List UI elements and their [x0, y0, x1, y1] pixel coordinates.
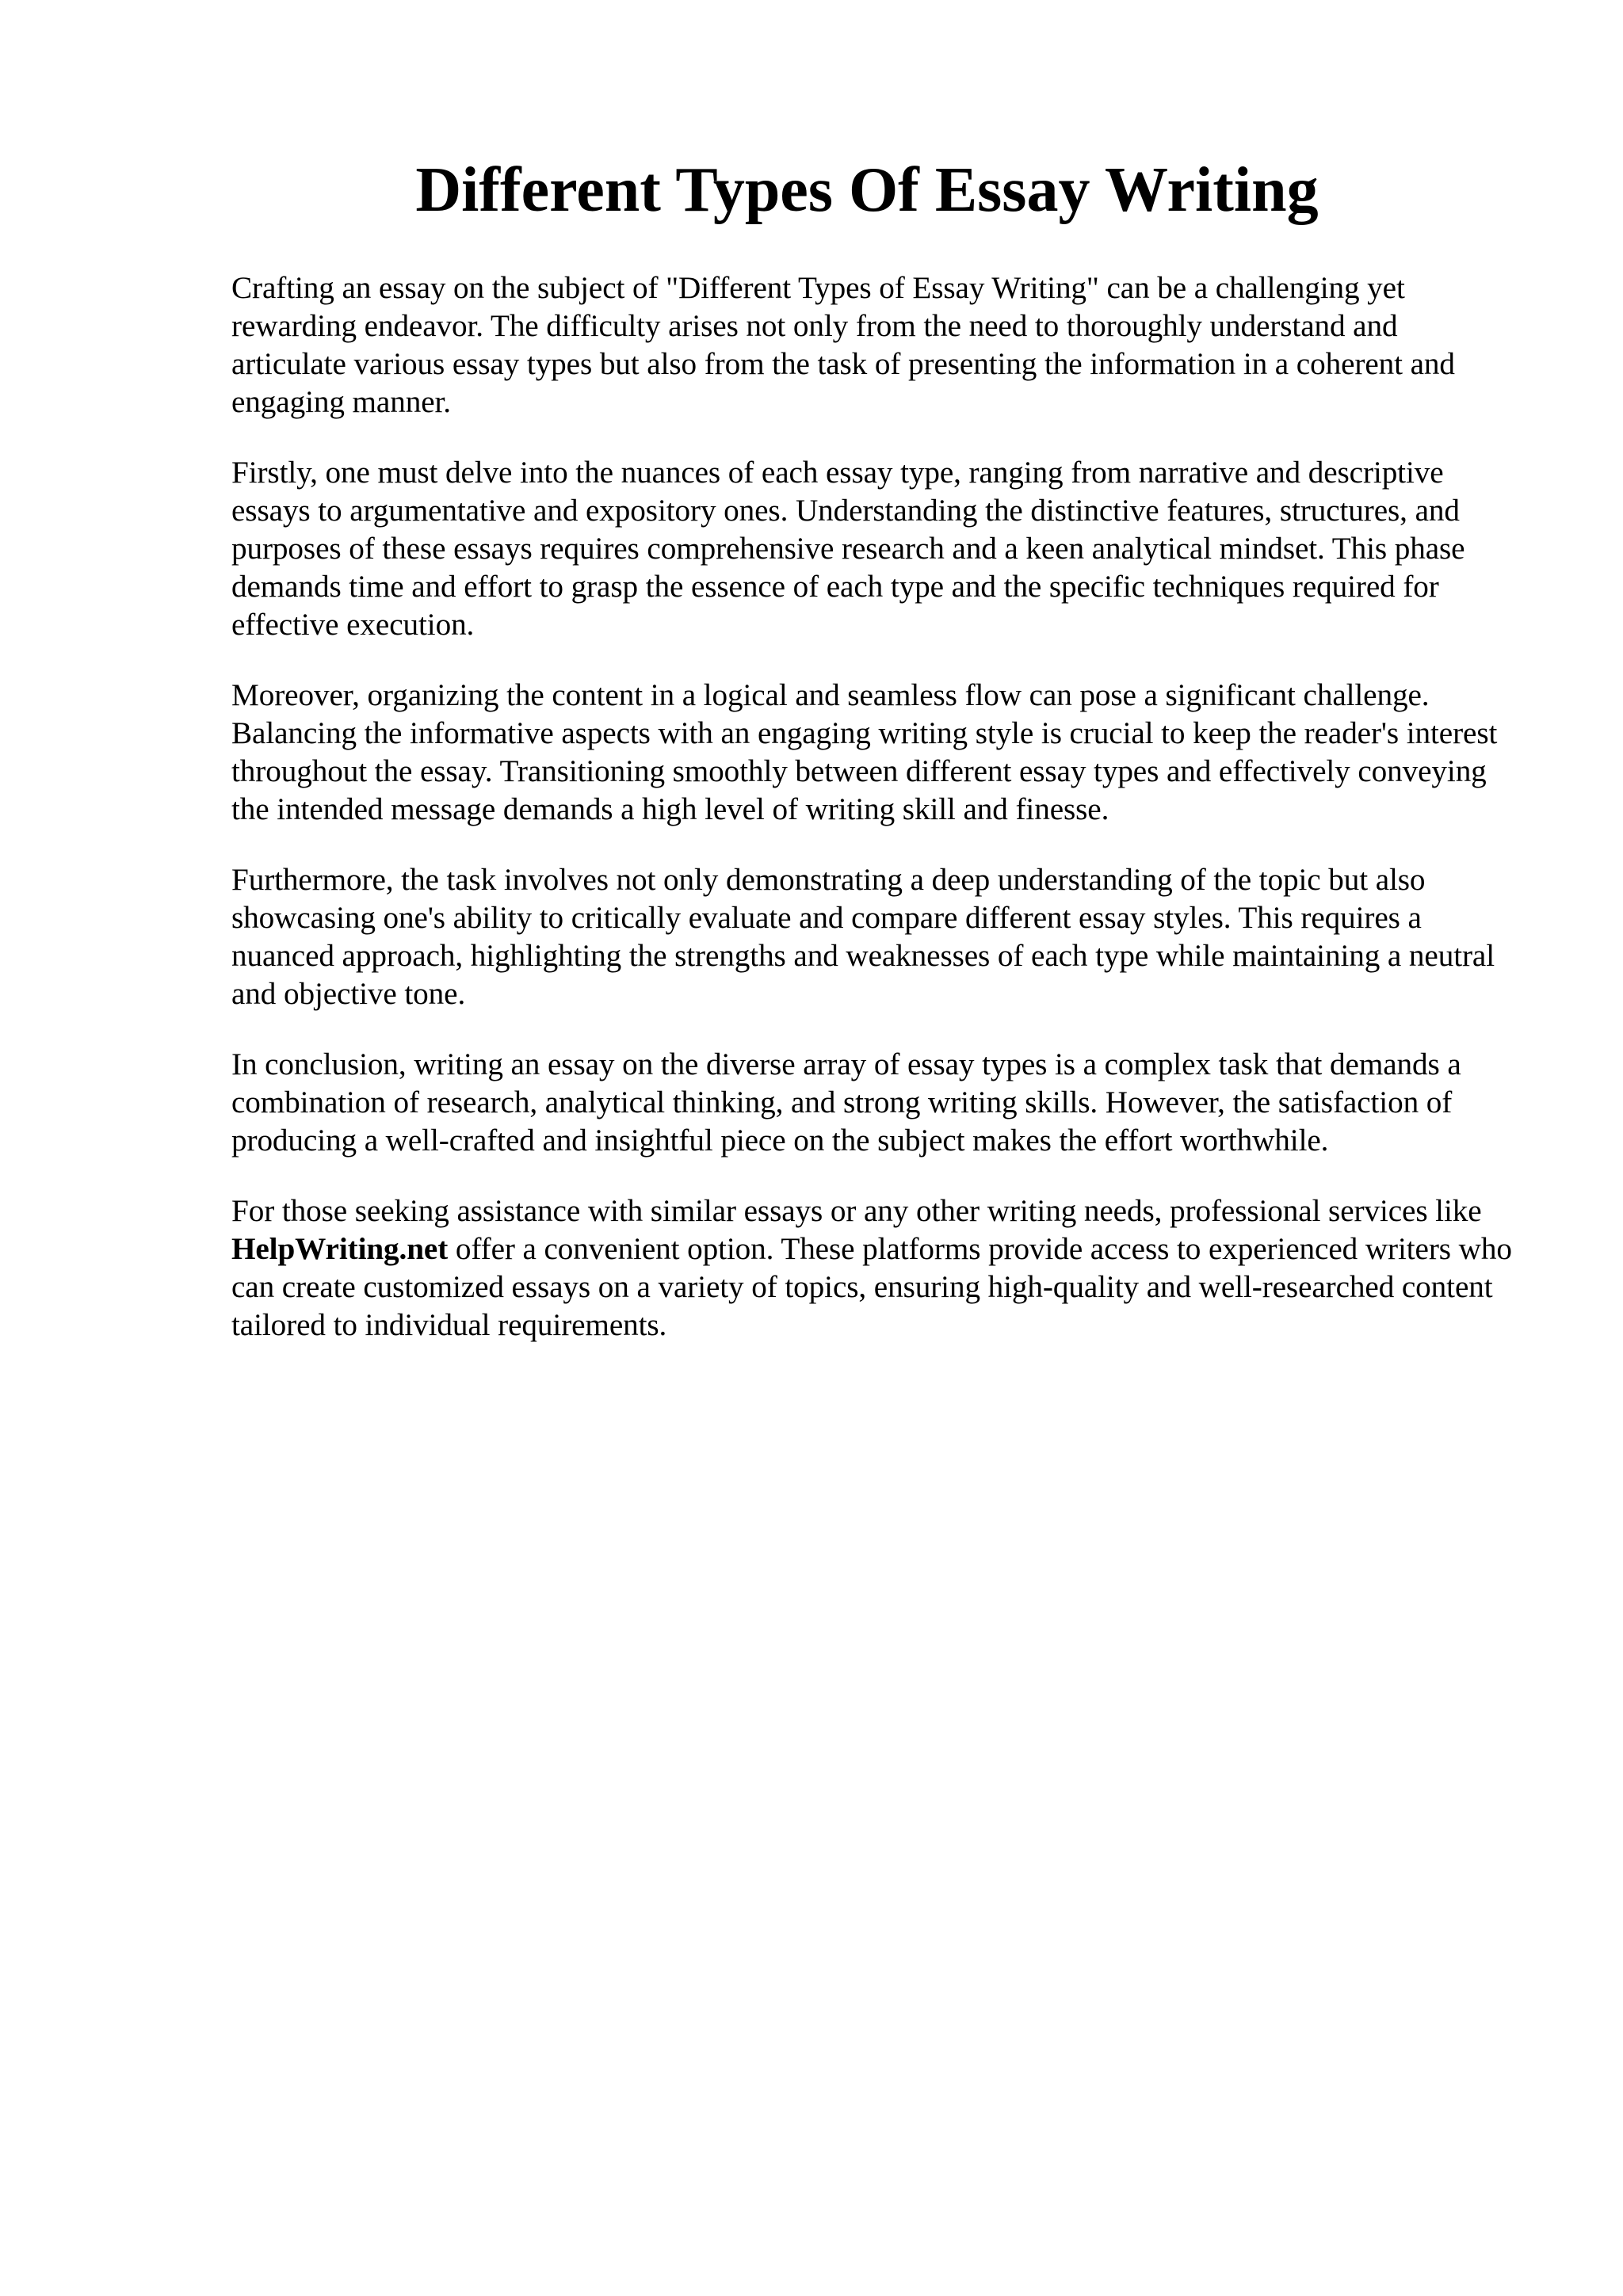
- document-body: [231, 269, 1519, 1377]
- paragraph-essay-types: Firstly, one must delve into the nuances of each essay type, ranging from narrative and descriptive essays to argumentative and expository ones. Understanding the distinctive features, structures, and purposes of these essays requires comprehensive research and a keen analytical mindset. This phase demands time and effort to grasp the essence of each type and the specific techniques required for effective execution.: [231, 456, 1465, 642]
- paragraph-conclusion: In conclusion, writing an essay on the diverse array of essay types is a complex task that demands a combination of research, analytical thinking, and strong writing skills. However, the satisfaction of producing a well-crafted and insightful piece on the subject makes the effort worthwhile.: [231, 1047, 1461, 1158]
- assistance-text-after: offer a convenient option. These platforms provide access to experienced writers who can create customized essays on a variety of topics, ensuring high-quality and well-researched content tailored to individual requirements.: [231, 1232, 1512, 1342]
- brand-name: HelpWriting.net: [231, 1232, 449, 1266]
- paragraph-organization: Moreover, organizing the content in a logical and seamless flow can pose a significant challenge. Balancing the informative aspects with an engaging writing style is crucial to keep the reader's interest throughout the essay. Transitioning smoothly between different essay types and effectively conveying the intended message demands a high level of writing skill and finesse.: [231, 678, 1498, 826]
- assistance-text-before: For those seeking assistance with similar essays or any other writing needs, professional services like: [231, 1194, 1482, 1228]
- page-title: Different Types Of Essay Writing: [415, 155, 1319, 225]
- paragraph-intro: Crafting an essay on the subject of "Different Types of Essay Writing" can be a challenging yet rewarding endeavor. The difficulty arises not only from the need to thoroughly understand and articulate various essay types but also from the task of presenting the information in a coherent and engaging manner.: [231, 271, 1455, 419]
- paragraph-assistance: [231, 1192, 1519, 1344]
- paragraph-evaluation: Furthermore, the task involves not only demonstrating a deep understanding of the topic but also showcasing one's ability to critically evaluate and compare different essay styles. This requires a nuanced approach, highlighting the strengths and weaknesses of each type while maintaining a neutral and objective tone.: [231, 863, 1495, 1011]
